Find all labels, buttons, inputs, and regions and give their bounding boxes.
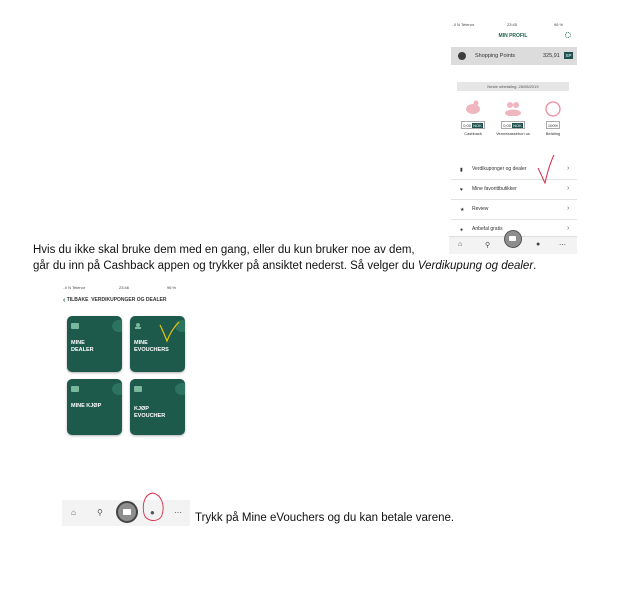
instruction-text: går du inn på Cashback appen og trykker på ansiktet nederst. Så velger du	[33, 260, 418, 272]
tile-mine-kjop[interactable]	[67, 379, 122, 435]
shopping-points-row[interactable]	[451, 47, 577, 65]
battery-text: 96 %	[554, 22, 564, 27]
stat-label: Betaling	[545, 131, 561, 136]
highlight-check-mark	[537, 154, 557, 184]
status-bar	[61, 285, 190, 292]
stat-label: Vennekassebon us	[496, 131, 530, 136]
menu-item-label: Anbefal gratis	[472, 226, 503, 232]
menu-item-label: Verdikuponger og dealer	[472, 166, 527, 172]
time-text: 23:45	[507, 22, 518, 27]
highlight-check-mark	[158, 321, 180, 343]
ticket-icon: ▮	[460, 167, 463, 173]
instruction-end: .	[533, 260, 537, 272]
home-icon[interactable]: ⌂	[71, 508, 76, 517]
home-icon[interactable]: ⌂	[458, 241, 463, 248]
shopping-points-value: 325,91	[543, 53, 560, 59]
tile-label: MINE KJØP	[71, 403, 102, 409]
tabbar-screenshot	[62, 500, 190, 526]
stat-amount: 0,00	[463, 122, 471, 128]
star-icon: ★	[460, 207, 465, 213]
next-payout-banner: Neste utbetaling: 26/06/2019	[457, 82, 569, 91]
chevron-right-icon: ›	[567, 165, 570, 172]
search-icon[interactable]: ⚲	[97, 508, 103, 517]
stat-currency: NOK	[473, 122, 482, 128]
chevron-right-icon: ›	[567, 185, 570, 192]
progress-ring-icon	[535, 100, 571, 120]
tile-label: MINE EVOUCHERS	[134, 340, 169, 353]
tile-decoration	[112, 383, 122, 395]
card-button[interactable]	[116, 501, 138, 523]
stat-label: Cashback	[464, 131, 482, 136]
back-label[interactable]: TILBAKE	[66, 297, 89, 303]
person-plus-icon: ●	[460, 227, 464, 233]
stat-payment[interactable]	[535, 100, 571, 136]
card-button[interactable]	[504, 230, 522, 248]
stat-cashback[interactable]	[455, 100, 491, 136]
heart-icon: ♥	[460, 187, 463, 193]
instruction-emphasis: Verdikupung og dealer	[417, 260, 534, 272]
page-title: MIN PROFIL	[498, 33, 528, 39]
status-bar	[449, 22, 577, 29]
person-icon	[134, 323, 142, 329]
chevron-right-icon: ›	[567, 225, 570, 232]
instruction-line-1: Hvis du ikke skal bruke dem med en gang, eller du kun bruker noe av dem,	[33, 244, 415, 256]
tile-decoration	[112, 320, 122, 332]
tile-kjop-evoucher[interactable]	[130, 379, 185, 435]
carrier-text: ..ll N Telenor	[452, 22, 475, 27]
shopping-points-unit: SP	[565, 53, 572, 58]
menu-item-favorites[interactable]	[451, 180, 577, 200]
stat-friend-bonus[interactable]	[495, 100, 531, 136]
menu-item-label: Review	[472, 206, 489, 212]
caption: Trykk på Mine eVouchers og du kan betale varene.	[195, 512, 455, 524]
stat-currency: NOK	[513, 122, 522, 128]
chevron-right-icon: ›	[567, 205, 570, 212]
more-icon[interactable]: ⋯	[174, 508, 182, 517]
profile-screenshot	[449, 20, 577, 254]
stat-amount: 0,00	[503, 122, 511, 128]
money-icon	[134, 386, 142, 392]
gear-icon[interactable]	[565, 32, 571, 38]
menu-item-review[interactable]	[451, 200, 577, 220]
battery-text: 96 %	[167, 285, 177, 290]
shopping-points-label: Shopping Points	[475, 53, 516, 59]
more-icon[interactable]: ⋯	[559, 242, 566, 249]
menu-item-vouchers[interactable]	[451, 160, 577, 180]
card-icon	[123, 509, 131, 515]
tile-label: KJØP EVOUCHER	[134, 406, 166, 419]
stat-amount: 100%	[547, 122, 559, 128]
card-icon	[509, 236, 516, 241]
carrier-text: ..ll N Telenor	[63, 285, 86, 290]
ticket-icon	[71, 323, 79, 329]
friends-icon	[495, 100, 531, 120]
tile-mine-evouchers[interactable]	[130, 316, 185, 372]
vouchers-screenshot	[61, 285, 190, 437]
page-title: VERDIKUPONGER OG DEALER	[91, 297, 167, 303]
profile-face-icon[interactable]: ●	[150, 508, 155, 517]
tile-decoration	[175, 383, 185, 395]
highlight-circle	[140, 491, 166, 525]
nav-bar	[63, 297, 166, 304]
search-icon[interactable]: ⚲	[485, 242, 491, 249]
tile-mine-dealer[interactable]	[67, 316, 122, 372]
time-text: 23:46	[119, 285, 130, 290]
piggy-bank-icon	[455, 100, 491, 120]
menu-item-label: Mine favorittbutikker	[472, 186, 517, 192]
instruction-line-2	[33, 259, 536, 274]
chevron-left-icon[interactable]: ‹	[63, 297, 66, 304]
profile-menu	[451, 160, 577, 240]
profile-face-icon[interactable]: ●	[536, 241, 541, 248]
points-icon	[458, 52, 466, 60]
tile-label: MINE DEALER	[71, 340, 94, 353]
cart-icon	[71, 386, 79, 392]
